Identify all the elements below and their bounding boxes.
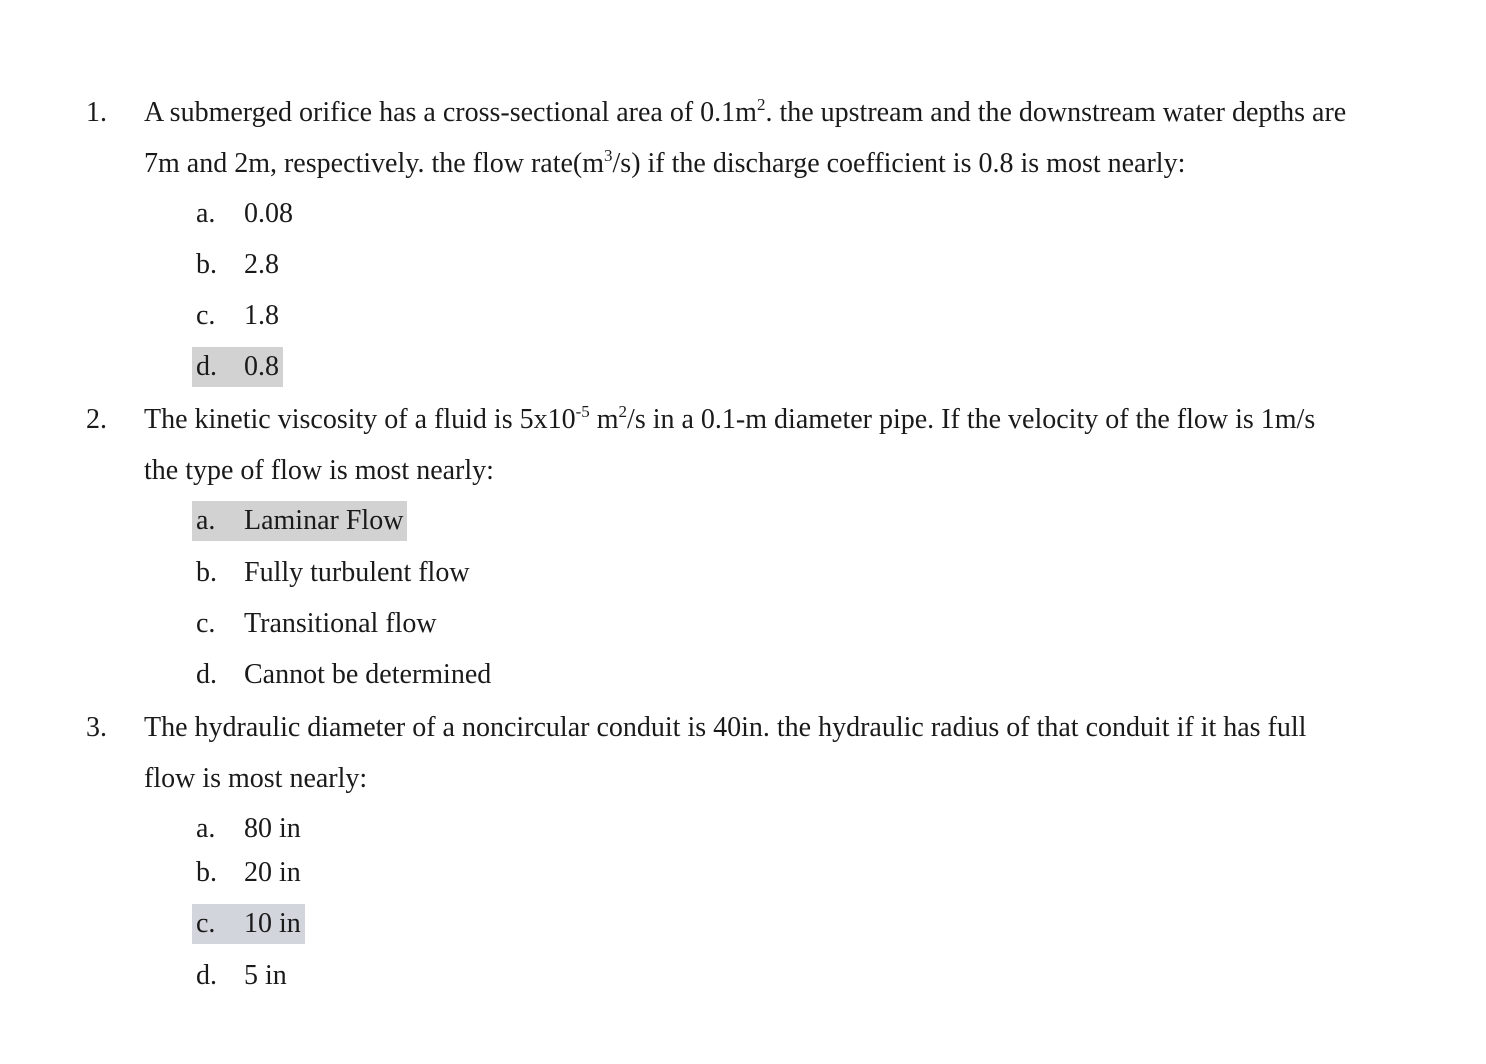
question-number: 2. [86,404,107,435]
question-line-1: The kinetic viscosity of a fluid is $5x10^{-5}$ $m^2/s$ in a 0.1-m diameter pipe. If the velocity of the flow is 1m/s [144,402,1316,435]
question-line-1: A submerged orifice has a cross-sectional area of $0.1m^2$. the upstream and the downstream water depths are [144,95,1347,128]
question-text [144,702,1444,804]
question-number: 1. [86,97,107,128]
option-d[interactable]: d. Cannot be determined [196,659,492,690]
option-b[interactable]: b. 20 in [196,857,301,888]
option-a[interactable]: a. 80 in [196,813,301,844]
option-d[interactable]: d. 5 in [196,960,287,991]
option-b[interactable]: b. 2.8 [196,249,279,280]
option-c-selected[interactable]: c. 10 in [192,904,305,944]
option-d-selected[interactable]: d. 0.8 [192,347,283,387]
question-line-2: 7m and 2m, respectively. the flow $rate(m^3/s)$ if the discharge coefficient is 0.8 is most nearly: [144,146,1186,179]
question-text [144,394,1444,496]
question-line-1: The hydraulic diameter of a noncircular conduit is 40in. the hydraulic radius of that conduit if it has full [144,712,1307,743]
question-line-2: the type of flow is most nearly: [144,455,494,486]
option-a[interactable]: a. 0.08 [196,198,293,229]
option-a-selected[interactable]: a. Laminar Flow [192,501,407,541]
question-line-2: flow is most nearly: [144,763,368,794]
option-b[interactable]: b. Fully turbulent flow [196,557,470,588]
option-c[interactable]: c. Transitional flow [196,608,437,639]
option-c[interactable]: c. 1.8 [196,300,279,331]
question-text [144,87,1444,189]
question-number: 3. [86,712,107,743]
